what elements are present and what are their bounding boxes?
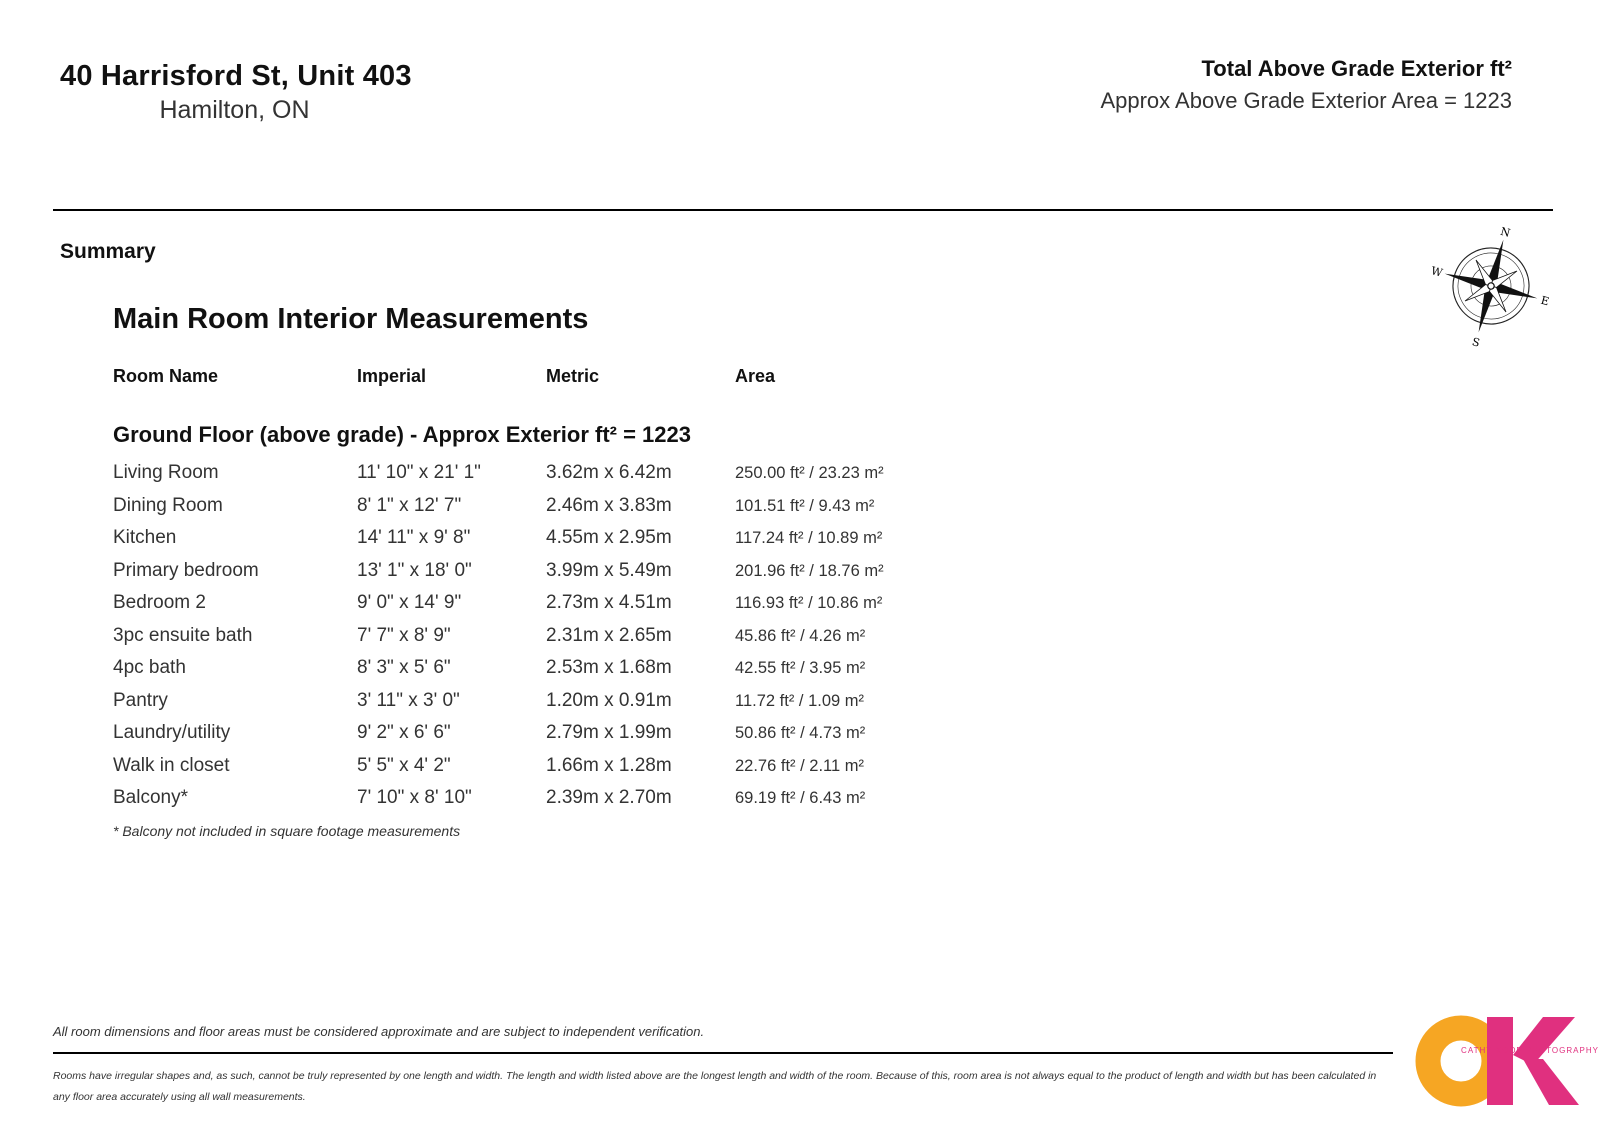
room-table [0,458,1000,816]
imperial-cell: 13' 1" x 18' 0" [357,559,472,581]
imperial-cell: 8' 3" x 5' 6" [357,657,451,678]
imperial-cell: 7' 10" x 8' 10" [357,787,472,808]
table-row [0,491,1000,524]
address-line-2: Hamilton, ON [159,96,310,124]
summary-label: Summary [60,240,156,263]
disclaimer: All room dimensions and floor areas must be considered approximate and are subject to independent verification. [53,1024,705,1039]
imperial-cell: 3' 11" x 3' 0" [357,689,460,711]
room-name-cell: Walk in closet [113,754,230,776]
room-name-cell: Primary bedroom [113,559,259,581]
metric-cell: 1.66m x 1.28m [546,754,672,776]
fine-print: Rooms have irregular shapes and, as such, cannot be truly represented by one length and width. The length and width listed above are the longest length and width of the room. Because of this, room area is not always equal to the product of length and width but has been calculated in any floor area accurately using all wall measurements. [53,1070,1377,1103]
imperial-cell: 7' 7" x 8' 9" [357,624,451,646]
table-row [0,686,1000,719]
room-name-cell: Balcony* [113,787,188,808]
area-cell: 250.00 ft² / 23.23 m² [735,464,884,482]
area-cell: 11.72 ft² / 1.09 m² [735,691,865,710]
area-cell: 50.86 ft² / 4.73 m² [735,724,866,742]
table-row [0,718,1000,751]
compass-w-label: W [1429,264,1444,280]
metric-cell: 2.53m x 1.68m [546,657,672,678]
area-cell: 116.93 ft² / 10.86 m² [735,594,883,612]
address-line-1: 40 Harrisford St, Unit 403 [60,60,412,92]
area-cell: 42.55 ft² / 3.95 m² [735,659,866,677]
floor-heading: Ground Floor (above grade) - Approx Exterior ft² = 1223 [113,422,691,447]
room-name-cell: Living Room [113,462,219,483]
footer-divider [53,1052,1393,1054]
area-cell: 101.51 ft² / 9.43 m² [735,496,875,515]
logo-text: CATHY KOOP PHOTOGRAPHY [1461,1046,1599,1055]
area-cell: 45.86 ft² / 4.26 m² [735,626,866,645]
column-header-imperial: Imperial [357,366,427,386]
area-cell: 201.96 ft² / 18.76 m² [735,561,884,580]
metric-cell: 4.55m x 2.95m [546,527,672,548]
metric-cell: 2.31m x 2.65m [546,624,672,646]
main-heading: Main Room Interior Measurements [113,303,589,335]
table-row [0,588,1000,621]
column-header-room: Room Name [113,366,219,386]
metric-cell: 2.79m x 1.99m [546,722,672,743]
area-cell: 117.24 ft² / 10.89 m² [735,529,883,547]
room-name-cell: Laundry/utility [113,722,231,743]
compass-s-label: S [1470,335,1482,350]
area-cell: 69.19 ft² / 6.43 m² [735,789,866,807]
imperial-cell: 9' 2" x 6' 6" [357,722,451,743]
room-name-cell: Dining Room [113,494,223,516]
imperial-cell: 5' 5" x 4' 2" [357,754,451,776]
area-cell: 22.76 ft² / 2.11 m² [735,756,865,775]
total-area-title: Total Above Grade Exterior ft² [1201,56,1512,81]
table-row [0,621,1000,654]
room-name-cell: 3pc ensuite bath [113,624,253,646]
metric-cell: 2.73m x 4.51m [546,592,672,613]
table-row [0,783,1000,816]
imperial-cell: 9' 0" x 14' 9" [357,592,462,613]
table-row [0,523,1000,556]
balcony-note: * Balcony not included in square footage measurements [113,823,461,839]
header-divider [53,209,1553,211]
imperial-cell: 11' 10" x 21' 1" [357,462,481,483]
imperial-cell: 14' 11" x 9' 8" [357,527,471,548]
compass-rose-icon [1429,224,1560,350]
room-name-cell: Bedroom 2 [113,592,206,613]
table-row [0,653,1000,686]
metric-cell: 3.62m x 6.42m [546,462,672,483]
room-name-cell: Kitchen [113,527,177,548]
metric-cell: 1.20m x 0.91m [546,689,672,711]
compass-n-label: N [1499,224,1512,240]
metric-cell: 2.46m x 3.83m [546,494,672,516]
column-header-area: Area [735,366,776,386]
metric-cell: 2.39m x 2.70m [546,787,672,808]
ck-logo-icon [1415,1015,1599,1107]
table-row [0,751,1000,784]
table-row [0,458,1000,491]
metric-cell: 3.99m x 5.49m [546,559,672,581]
compass-e-label: E [1539,293,1551,309]
room-name-cell: 4pc bath [113,657,186,678]
table-row [0,556,1000,589]
imperial-cell: 8' 1" x 12' 7" [357,494,462,516]
column-header-metric: Metric [546,366,600,386]
total-area-value: Approx Above Grade Exterior Area = 1223 [1100,88,1512,113]
room-name-cell: Pantry [113,689,168,711]
